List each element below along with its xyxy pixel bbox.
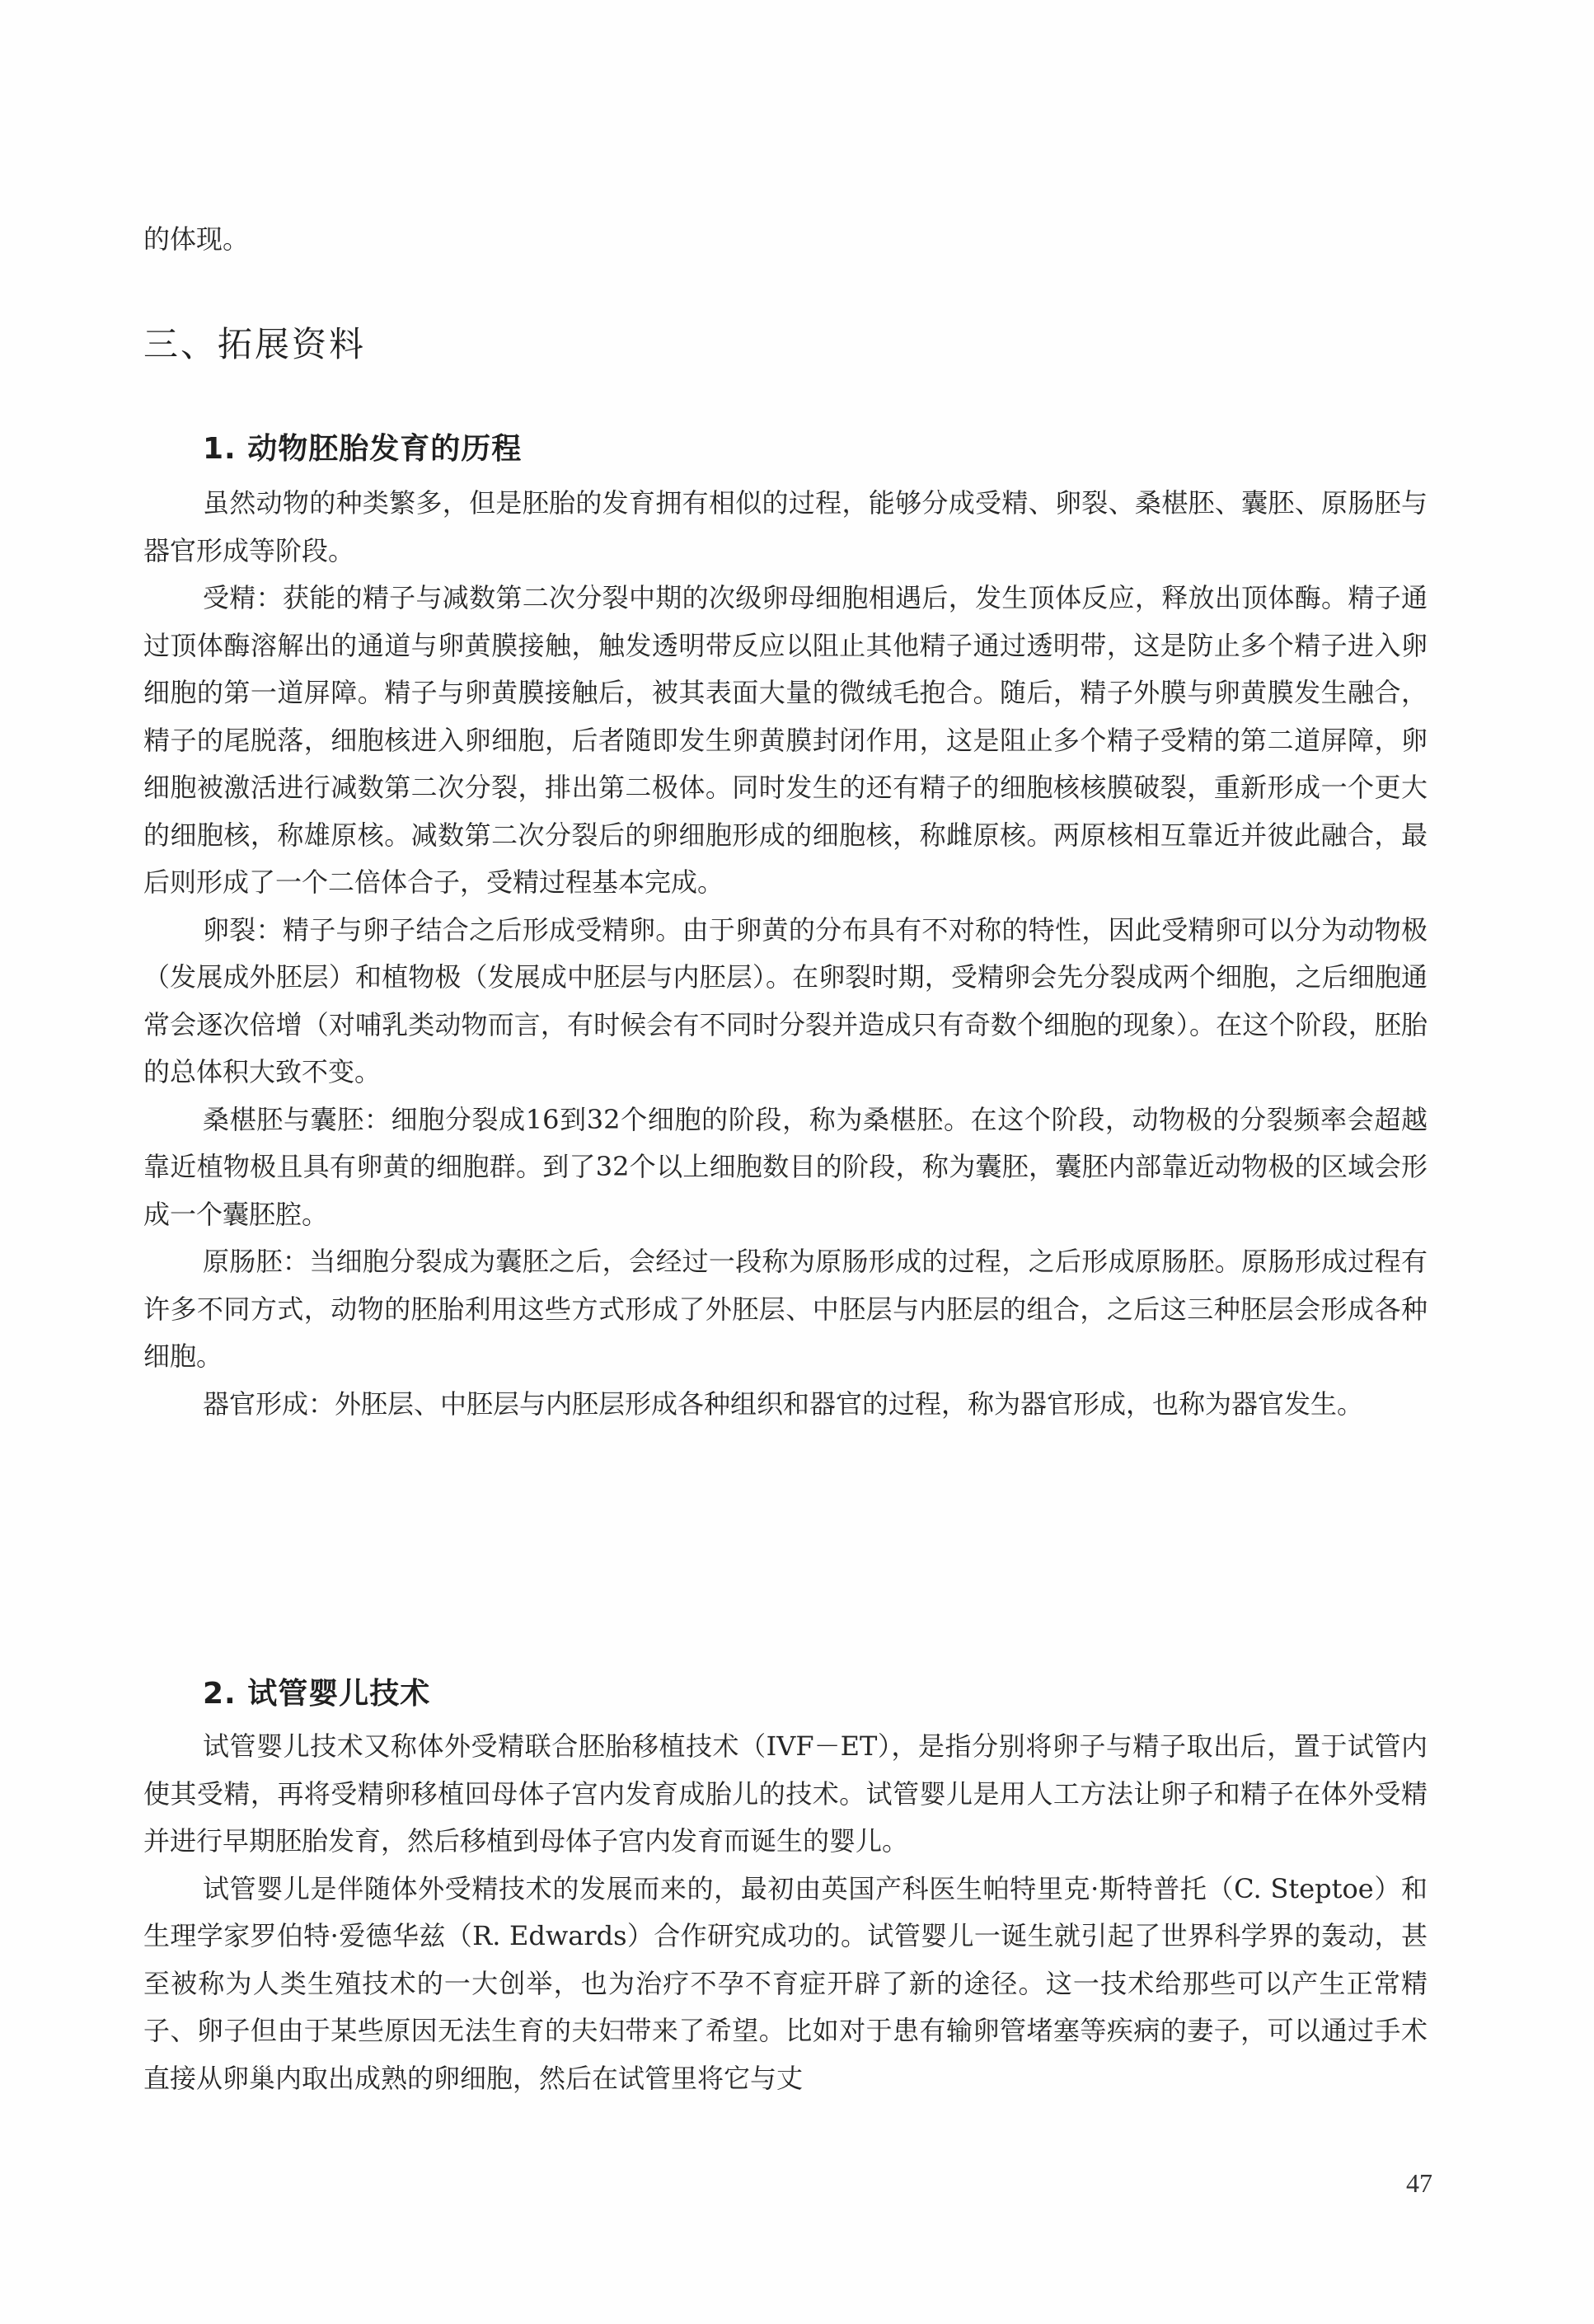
intro-tail-text: 的体现。 xyxy=(143,223,250,255)
paragraph-ivf-definition: 试管婴儿技术又称体外受精联合胚胎移植技术（IVF－ET），是指分别将卵子与精子取出后，置于试管内使其受精，再将受精卵移植回母体子宫内发育成胎儿的技术。试管婴儿是用人工方法让卵子和精子在体外受精并进行早期胚胎发育，然后移植到母体子宫内发育而诞生的婴儿。 xyxy=(143,1730,1428,1857)
subsection-1-body xyxy=(143,480,1428,1428)
paragraph-organogenesis: 器官形成：外胚层、中胚层与内胚层形成各种组织和器官的过程，称为器官形成，也称为器官发生。 xyxy=(203,1387,1364,1420)
subsection-2-body xyxy=(143,1723,1428,2102)
paragraph-ivf-history: 试管婴儿是伴随体外受精技术的发展而来的，最初由英国产科医生帕特里克·斯特普托（C. Steptoe）和生理学家罗伯特·爱德华兹（R. Edwards）合作研究成功的。试管婴儿一诞生就引起了世界科学界的轰动，甚至被称为人类生殖技术的一大创举，也为治疗不孕不育症开辟了新的途径。这一技术给那些可以产生正常精子、卵子但由于某些原因无法生育的夫妇带来了希望。比如对于患有输卵管堵塞等疾病的妻子，可以通过手术直接从卵巢内取出成熟的卵细胞，然后在试管里将它与丈 xyxy=(143,1872,1428,2094)
paragraph-morula-blastula: 桑椹胚与囊胚：细胞分裂成16到32个细胞的阶段，称为桑椹胚。在这个阶段，动物极的分裂频率会超越靠近植物极且具有卵黄的细胞群。到了32个以上细胞数目的阶段，称为囊胚，囊胚内部靠近动物极的区域会形成一个囊胚腔。 xyxy=(143,1103,1428,1230)
page-number: 47 xyxy=(1406,2168,1432,2198)
paragraph-overview: 虽然动物的种类繁多，但是胚胎的发育拥有相似的过程，能够分成受精、卵裂、桑椹胚、囊胚、原肠胚与器官形成等阶段。 xyxy=(143,487,1428,566)
subsection-1-title: 1. 动物胚胎发育的历程 xyxy=(203,432,523,466)
paragraph-fertilization: 受精：获能的精子与减数第二次分裂中期的次级卵母细胞相遇后，发生顶体反应，释放出顶体酶。精子通过顶体酶溶解出的通道与卵黄膜接触，触发透明带反应以阻止其他精子通过透明带，这是防止多个精子进入卵细胞的第一道屏障。精子与卵黄膜接触后，被其表面大量的微绒毛抱合。随后，精子外膜与卵黄膜发生融合，精子的尾脱落，细胞核进入卵细胞，后者随即发生卵黄膜封闭作用，这是阻止多个精子受精的第二道屏障，卵细胞被激活进行减数第二次分裂，排出第二极体。同时发生的还有精子的细胞核核膜破裂，重新形成一个更大的细胞核，称雄原核。减数第二次分裂后的卵细胞形成的细胞核，称雌原核。两原核相互靠近并彼此融合，最后则形成了一个二倍体合子，受精过程基本完成。 xyxy=(143,582,1428,898)
subsection-2-title: 2. 试管婴儿技术 xyxy=(203,1677,431,1711)
paragraph-gastrula: 原肠胚：当细胞分裂成为囊胚之后，会经过一段称为原肠形成的过程，之后形成原肠胚。原肠形成过程有许多不同方式，动物的胚胎利用这些方式形成了外胚层、中胚层与内胚层的组合，之后这三种胚层会形成各种细胞。 xyxy=(143,1246,1428,1372)
section-title: 三、拓展资料 xyxy=(143,324,367,364)
paragraph-cleavage: 卵裂：精子与卵子结合之后形成受精卵。由于卵黄的分布具有不对称的特性，因此受精卵可以分为动物极（发展成外胚层）和植物极（发展成中胚层与内胚层）。在卵裂时期，受精卵会先分裂成两个细胞，之后细胞通常会逐次倍增（对哺乳类动物而言，有时候会有不同时分裂并造成只有奇数个细胞的现象）。在这个阶段，胚胎的总体积大致不变。 xyxy=(143,913,1428,1087)
